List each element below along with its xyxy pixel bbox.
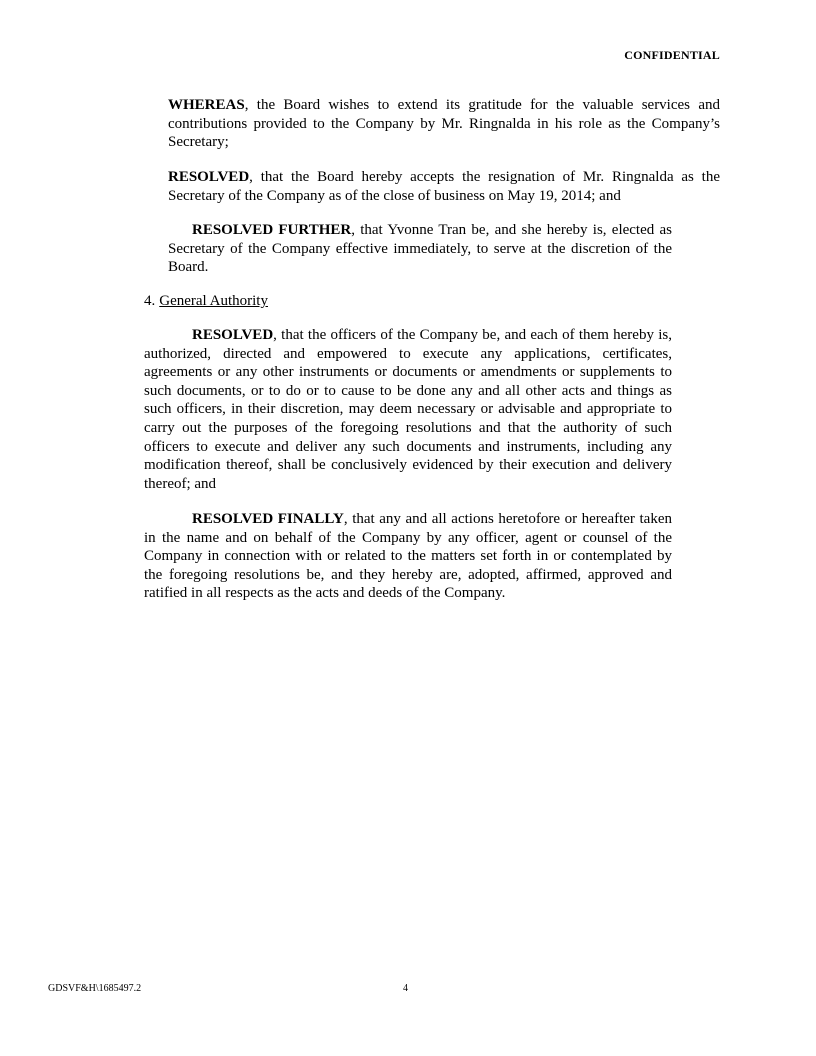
footer-page-number: 4: [403, 983, 408, 994]
resolved-resignation-paragraph: [168, 168, 720, 205]
footer-document-id: GDSVF&H\1685497.2: [48, 983, 142, 994]
whereas-lead: WHEREAS: [168, 97, 245, 113]
section-number: 4.: [144, 293, 156, 309]
resolved-further-paragraph: [168, 221, 672, 277]
resolved-general-lead: RESOLVED: [192, 327, 274, 343]
resolved-finally-paragraph: [144, 510, 672, 603]
confidential-label: CONFIDENTIAL: [624, 48, 720, 62]
whereas-text: , the Board wishes to extend its gratitude for the valuable services and contributions provided to the Company by Mr. Ringnalda in his role as the Company’s Secretary;: [168, 97, 720, 151]
section-heading-general-authority: [144, 292, 268, 310]
resolved-resignation-lead: RESOLVED: [168, 169, 250, 185]
resolved-resignation-text: , that the Board hereby accepts the resignation of Mr. Ringnalda as the Secretary of the Company as of the close of business on May 19, 2014; and: [168, 169, 720, 204]
resolved-general-text: , that the officers of the Company be, and each of them hereby is, authorized, directed and empowered to execute any applications, certificates, agreements or any other instruments or documents or amendments or supplements to such documents, or to do or to cause to be done any and all other acts and things as such officers, in their discretion, may deem necessary or advisable and appropriate to carry out the purposes of the foregoing resolutions and that the authority of such officers to execute and deliver any such documents and instruments, including any modification thereof, shall be conclusively evidenced by their execution and delivery thereof; and: [144, 327, 672, 492]
whereas-paragraph: [168, 96, 720, 152]
resolved-finally-text: , that any and all actions heretofore or hereafter taken in the name and on behalf of the Company by any officer, agent or counsel of the Company in connection with or related to the matters set forth in or contemplated by the foregoing resolutions be, and they hereby are, adopted, affirmed, approved and ratified in all respects as the acts and deeds of the Company.: [144, 511, 672, 602]
resolved-further-text: , that Yvonne Tran be, and she hereby is, elected as Secretary of the Company effective immediately, to serve at the discretion of the Board.: [168, 222, 672, 276]
resolved-further-lead: RESOLVED FURTHER: [192, 222, 352, 238]
resolved-finally-lead: RESOLVED FINALLY: [192, 511, 344, 527]
resolved-general-authority-paragraph: [144, 326, 672, 493]
section-title: General Authority: [159, 293, 268, 309]
